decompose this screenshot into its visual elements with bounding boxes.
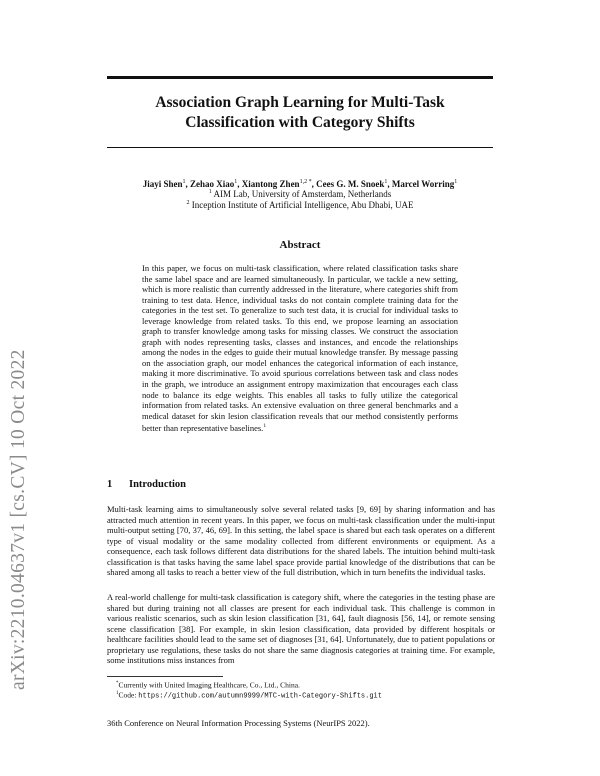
affiliation-1: $^1$ AIM Lab, University of Amsterdam, Netherlands — [208, 189, 392, 199]
title-line-1: Association Graph Learning for Multi-Task — [155, 94, 445, 111]
arxiv-stamp-text: arXiv:2210.04637v1 [cs.CV] 10 Oct 2022 — [8, 349, 29, 690]
conference-footer: 36th Conference on Neural Information Processing Systems (NeurIPS 2022). — [107, 718, 370, 728]
abstract-heading: Abstract — [279, 239, 321, 251]
author: Cees G. M. Snoek$^1$, — [316, 179, 392, 189]
footnote-rule — [107, 676, 223, 677]
code-link[interactable]: https://github.com/autumn9999/MTC-with-Category-Shifts.git — [138, 692, 382, 701]
footnote-2: $^1$Code: https://github.com/autumn9999/MTC-with-Category-Shifts.git — [116, 690, 382, 701]
intro-paragraph-2: A real-world challenge for multi-task classification is category shift, where the categories in the testing phase are shared but during training not all classes are present for each individual task. This challenge is common in various realistic scenarios, such as skin lesion classification [31, 64], fault diagnosis [56, 14], or remote sensing scene classification [38]. For example, in skin lesion classification, data provided by different hospitals or healthcare facilities should lead to the same set of diagnoses [31, 64]. Unfortunately, due to patient populations or proprietary use regulations, these tasks do not share the same diagnosis categories at training time. For example, some institutions miss instances from — [107, 592, 495, 665]
abstract-body: In this paper, we focus on multi-task classification, where related classification tasks share the same label space and are learned simultaneously. In particular, we tackle a new setting, which is more realistic than currently addressed in the literature, where categories shift from training to test data. Hence, individual tasks do not contain complete training data for the categories in the test set. To generalize to such test data, it is crucial for individual tasks to leverage knowledge from related tasks. To this end, we propose learning an association graph to transfer knowledge among tasks for missing classes. We construct the association graph with nodes representing tasks, classes and instances, and encode the relationships among the nodes in the edges to guide their mutual knowledge transfer. By message passing on the association graph, our model enhances the categorical information of each instance, making it more discriminative. To avoid spurious correlations between task and class nodes in the graph, we introduce an assignment entropy maximization that encourages each class node to balance its edge weights. This enables all tasks to fully utilize the categorical information from related tasks. An extensive evaluation on three general benchmarks and a medical dataset for skin lesion classification reveals that our method consistently performs better than representative baselines.$^1$ — [142, 263, 458, 434]
affiliation-2: $^2$ Inception Institute of Artificial Intelligence, Abu Dhabi, UAE — [186, 200, 414, 210]
title-rule-bottom — [107, 147, 493, 148]
section-heading-introduction — [107, 479, 186, 490]
abstract-footnote-mark: 1 — [263, 423, 267, 430]
title-line-2: Classification with Category Shifts — [185, 114, 415, 131]
title-rule-top — [107, 76, 493, 79]
paper-title — [107, 93, 493, 133]
section-number: 1 — [107, 479, 113, 490]
author: Xiantong Zhen$^{1,2 *}$, — [241, 179, 317, 189]
author: Zehao Xiao$^1$, — [190, 179, 242, 189]
author: Jiayi Shen$^1$, — [142, 179, 191, 189]
intro-paragraph-1: Multi-task learning aims to simultaneously solve several related tasks [9, 69] by sharing information and has attracted much attention in recent years. In this paper, we focus on multi-task classification under the multi-input multi-output setting [70, 37, 46, 69]. In this setting, the label space is shared but each task operates on a different type of visual modality or the same modality collected from different environments or equipment. As a consequence, each task follows different data distributions for the shared labels. The intuition behind multi-task classification is that tasks having the same label space provide partial knowledge of the distributions that can be shared among all tasks to reach a better view of the full distribution, which in turn benefits the individual tasks. — [107, 504, 495, 577]
footnote-1: *Currently with United Imaging Healthcare, Co., Ltd., China. — [116, 680, 300, 690]
section-title: Introduction — [129, 479, 186, 490]
author: Marcel Worring$^1$ — [391, 179, 458, 189]
arxiv-stamp — [4, 200, 44, 690]
